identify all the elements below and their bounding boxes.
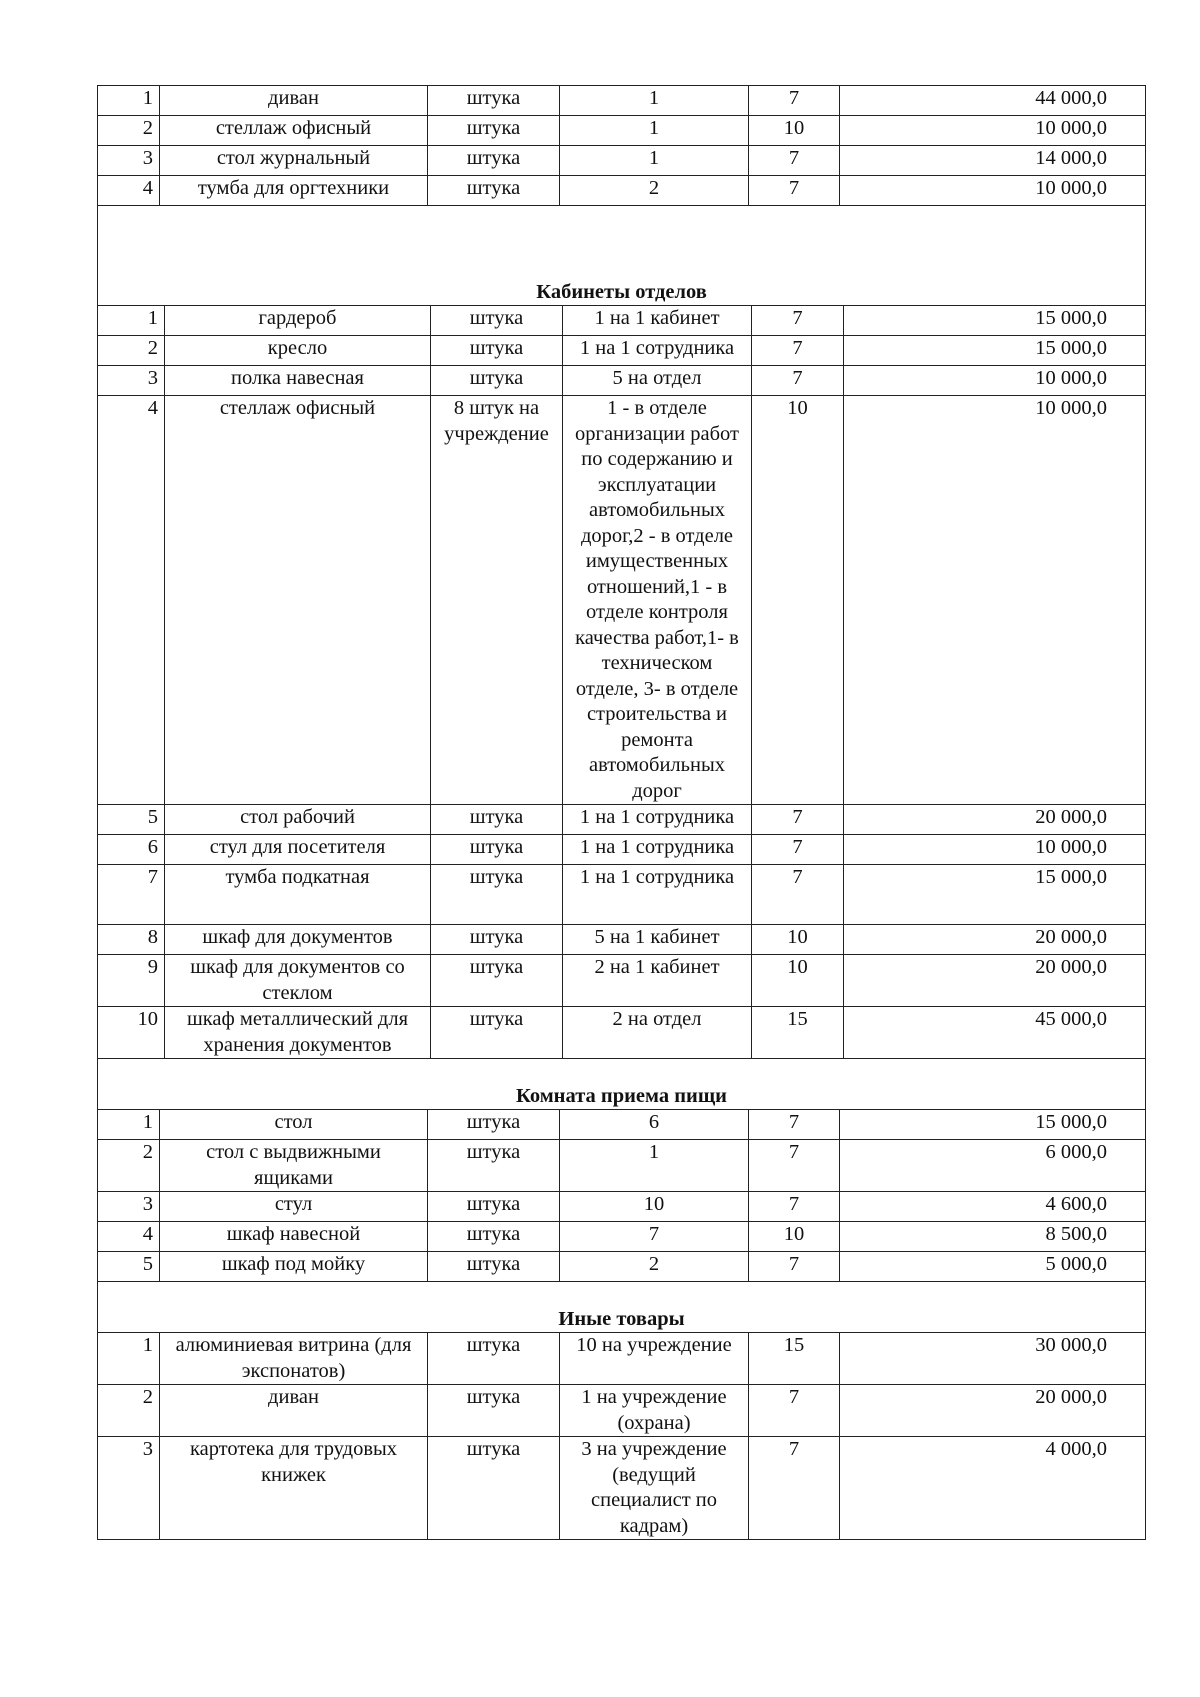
- service-life: 7: [749, 1140, 840, 1192]
- item-name: диван: [160, 86, 428, 116]
- item-name: картотека для трудовых книжек: [160, 1437, 428, 1540]
- quantity-norm: 1: [560, 86, 749, 116]
- price: 4 000,0: [840, 1437, 1146, 1540]
- price: 6 000,0: [840, 1140, 1146, 1192]
- table-row: [98, 1007, 1146, 1059]
- unit: штука: [431, 925, 563, 955]
- item-name: кресло: [165, 336, 431, 366]
- quantity-norm: 1 на 1 сотрудника: [563, 835, 752, 865]
- price: 44 000,0: [840, 86, 1146, 116]
- row-number: 4: [98, 396, 165, 805]
- price: 14 000,0: [840, 146, 1146, 176]
- unit: штука: [431, 835, 563, 865]
- item-name: гардероб: [165, 306, 431, 336]
- quantity-norm: 1: [560, 116, 749, 146]
- table-row: [98, 1192, 1146, 1222]
- price: 20 000,0: [844, 925, 1146, 955]
- quantity-norm: 2 на 1 кабинет: [563, 955, 752, 1007]
- section-title: Кабинеты отделов: [98, 206, 1146, 306]
- table-row: [98, 805, 1146, 835]
- price: 5 000,0: [840, 1252, 1146, 1282]
- quantity-norm: 3 на учреждение (ведущий специалист по кадрам): [560, 1437, 749, 1540]
- service-life: 7: [749, 176, 840, 206]
- item-name: стол: [160, 1110, 428, 1140]
- item-name: алюминиевая витрина (для экспонатов): [160, 1333, 428, 1385]
- table-row: [98, 86, 1146, 116]
- quantity-norm: 6: [560, 1110, 749, 1140]
- table-row: [98, 396, 1146, 805]
- service-life: 7: [752, 306, 844, 336]
- table-row: [98, 336, 1146, 366]
- quantity-norm: 1 на 1 сотрудника: [563, 865, 752, 925]
- table-row: [98, 835, 1146, 865]
- section-title: Комната приема пищи: [98, 1059, 1146, 1110]
- quantity-norm: 1 на учреждение (охрана): [560, 1385, 749, 1437]
- service-life: 7: [752, 366, 844, 396]
- quantity-norm: 1: [560, 1140, 749, 1192]
- quantity-norm: 5 на отдел: [563, 366, 752, 396]
- table-row: [98, 1437, 1146, 1540]
- item-name: тумба для оргтехники: [160, 176, 428, 206]
- service-life: 7: [749, 1110, 840, 1140]
- unit: штука: [428, 116, 560, 146]
- price: 20 000,0: [844, 805, 1146, 835]
- row-number: 5: [98, 805, 165, 835]
- row-number: 6: [98, 835, 165, 865]
- unit: штука: [431, 336, 563, 366]
- unit: штука: [428, 1110, 560, 1140]
- service-life: 10: [752, 955, 844, 1007]
- row-number: 10: [98, 1007, 165, 1059]
- quantity-norm: 10: [560, 1192, 749, 1222]
- unit: штука: [428, 86, 560, 116]
- service-life: 7: [749, 1252, 840, 1282]
- price: 15 000,0: [840, 1110, 1146, 1140]
- row-number: 3: [98, 1192, 160, 1222]
- quantity-norm: 5 на 1 кабинет: [563, 925, 752, 955]
- unit: штука: [431, 955, 563, 1007]
- service-life: 7: [752, 865, 844, 925]
- item-name: шкаф под мойку: [160, 1252, 428, 1282]
- unit: штука: [428, 146, 560, 176]
- service-life: 10: [749, 1222, 840, 1252]
- service-life: 15: [749, 1333, 840, 1385]
- quantity-norm: 7: [560, 1222, 749, 1252]
- service-life: 7: [749, 146, 840, 176]
- service-life: 10: [752, 925, 844, 955]
- unit: штука: [431, 805, 563, 835]
- service-life: 10: [749, 116, 840, 146]
- row-number: 2: [98, 336, 165, 366]
- price: 10 000,0: [844, 835, 1146, 865]
- service-life: 10: [752, 396, 844, 805]
- row-number: 1: [98, 1110, 160, 1140]
- section-table: [97, 1058, 1146, 1282]
- item-name: стеллаж офисный: [160, 116, 428, 146]
- unit: штука: [431, 366, 563, 396]
- item-name: шкаф для документов со стеклом: [165, 955, 431, 1007]
- price: 20 000,0: [844, 955, 1146, 1007]
- section-table: [97, 1281, 1146, 1540]
- row-number: 2: [98, 1385, 160, 1437]
- table-row: [98, 366, 1146, 396]
- quantity-norm: 1 на 1 сотрудника: [563, 336, 752, 366]
- item-name: стул: [160, 1192, 428, 1222]
- quantity-norm: 1 на 1 сотрудника: [563, 805, 752, 835]
- price: 10 000,0: [840, 116, 1146, 146]
- table-row: [98, 306, 1146, 336]
- row-number: 8: [98, 925, 165, 955]
- table-row: [98, 146, 1146, 176]
- unit: штука: [428, 1192, 560, 1222]
- table-row: [98, 1252, 1146, 1282]
- table-row: [98, 925, 1146, 955]
- row-number: 3: [98, 366, 165, 396]
- row-number: 7: [98, 865, 165, 925]
- unit: штука: [431, 865, 563, 925]
- row-number: 4: [98, 1222, 160, 1252]
- unit: штука: [428, 176, 560, 206]
- item-name: шкаф для документов: [165, 925, 431, 955]
- item-name: полка навесная: [165, 366, 431, 396]
- row-number: 4: [98, 176, 160, 206]
- price: 10 000,0: [840, 176, 1146, 206]
- item-name: стол с выдвижными ящиками: [160, 1140, 428, 1192]
- item-name: тумба подкатная: [165, 865, 431, 925]
- unit: штука: [428, 1437, 560, 1540]
- table-row: [98, 955, 1146, 1007]
- price: 4 600,0: [840, 1192, 1146, 1222]
- table-row: [98, 1110, 1146, 1140]
- table-row: [98, 1333, 1146, 1385]
- unit: штука: [428, 1222, 560, 1252]
- unit: штука: [431, 1007, 563, 1059]
- section-table: [97, 85, 1146, 206]
- price: 30 000,0: [840, 1333, 1146, 1385]
- section-title: Иные товары: [98, 1282, 1146, 1333]
- price: 15 000,0: [844, 865, 1146, 925]
- item-name: шкаф навесной: [160, 1222, 428, 1252]
- quantity-norm: 1 на 1 кабинет: [563, 306, 752, 336]
- table-row: [98, 116, 1146, 146]
- row-number: 9: [98, 955, 165, 1007]
- row-number: 1: [98, 306, 165, 336]
- unit: штука: [428, 1140, 560, 1192]
- service-life: 7: [749, 1192, 840, 1222]
- price: 20 000,0: [840, 1385, 1146, 1437]
- service-life: 7: [749, 1385, 840, 1437]
- quantity-norm: 10 на учреждение: [560, 1333, 749, 1385]
- service-life: 15: [752, 1007, 844, 1059]
- service-life: 7: [749, 1437, 840, 1540]
- quantity-norm: 2: [560, 176, 749, 206]
- row-number: 1: [98, 86, 160, 116]
- quantity-norm: 2 на отдел: [563, 1007, 752, 1059]
- item-name: стеллаж офисный: [165, 396, 431, 805]
- table-row: [98, 1222, 1146, 1252]
- price: 10 000,0: [844, 396, 1146, 805]
- row-number: 3: [98, 146, 160, 176]
- price: 8 500,0: [840, 1222, 1146, 1252]
- item-name: стол журнальный: [160, 146, 428, 176]
- item-name: стул для посетителя: [165, 835, 431, 865]
- table-row: [98, 176, 1146, 206]
- price: 10 000,0: [844, 366, 1146, 396]
- quantity-norm: 1: [560, 146, 749, 176]
- row-number: 5: [98, 1252, 160, 1282]
- furniture-norms-table: [97, 85, 1145, 1540]
- item-name: шкаф металлический для хранения документов: [165, 1007, 431, 1059]
- table-row: [98, 1385, 1146, 1437]
- item-name: диван: [160, 1385, 428, 1437]
- price: 15 000,0: [844, 306, 1146, 336]
- item-name: стол рабочий: [165, 805, 431, 835]
- unit: штука: [428, 1385, 560, 1437]
- quantity-norm: 2: [560, 1252, 749, 1282]
- table-row: [98, 865, 1146, 925]
- row-number: 1: [98, 1333, 160, 1385]
- unit: штука: [428, 1252, 560, 1282]
- section-table: [97, 205, 1146, 1059]
- row-number: 3: [98, 1437, 160, 1540]
- unit: штука: [431, 306, 563, 336]
- service-life: 7: [752, 336, 844, 366]
- unit: 8 штук на учреждение: [431, 396, 563, 805]
- table-row: [98, 1140, 1146, 1192]
- quantity-norm: 1 - в отделе организации работ по содержанию и эксплуатации автомобильных дорог,2 - в отделе имущественных отношений,1 - в отделе контроля качества работ,1- в техническом отделе, 3- в отделе строительства и ремонта автомобильных дорог: [563, 396, 752, 805]
- service-life: 7: [752, 835, 844, 865]
- unit: штука: [428, 1333, 560, 1385]
- service-life: 7: [752, 805, 844, 835]
- price: 15 000,0: [844, 336, 1146, 366]
- price: 45 000,0: [844, 1007, 1146, 1059]
- row-number: 2: [98, 1140, 160, 1192]
- row-number: 2: [98, 116, 160, 146]
- service-life: 7: [749, 86, 840, 116]
